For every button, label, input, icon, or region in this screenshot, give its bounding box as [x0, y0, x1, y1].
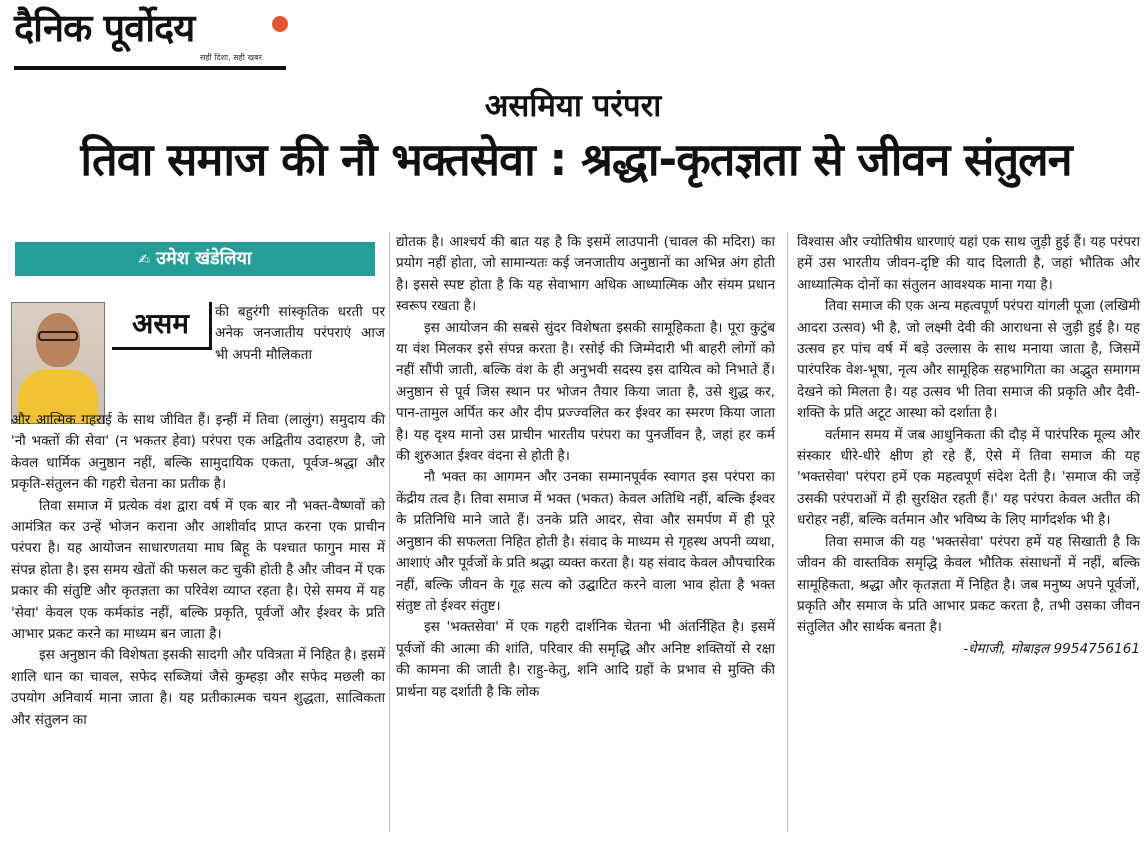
- paragraph: तिवा समाज की एक अन्य महत्वपूर्ण परंपरा यांगली पूजा (लखिमी आदरा उत्सव) भी है, जो लक्ष्मी देवी की आराधना से जुड़ी हुई है। यह उत्सव हर पांच वर्ष में बड़े उल्लास के साथ मनाया जाता है, जिसमें पारंपरिक वेश-भूषा, नृत्य और सामूहिक सहभागिता का अद्भुत समागम देखने को मिलता है। यह उत्सव भी तिवा समाज की प्रकृति और दैवी-शक्ति के प्रति अटूट आस्था को दर्शाता है।: [797, 298, 1140, 422]
- column-2: [396, 232, 775, 703]
- paragraph: नौ भक्त का आगमन और उनका सम्मानपूर्वक स्वागत इस परंपरा का केंद्रीय तत्व है। तिवा समाज में भक्त (भकत) केवल अतिथि नहीं, बल्कि ईश्वर के प्रतिनिधि माने जाते हैं। उनके प्रति आदर, सेवा और समर्पण में ही पूरे अनुष्ठान की सफलता निहित होती है। संवाद के माध्यम से गृहस्थ अपनी व्यथा, आशाएं और पूर्वजों के प्रति श्रद्धा व्यक्त करता है। यह संवाद केवल औपचारिक नहीं, बल्कि जीवन के गूढ़ सत्य को उद्घाटित करने वाला भाव होता है भक्त संतुष्ट तो ईश्वर संतुष्ट।: [396, 469, 775, 614]
- article-kicker: असमिया परंपरा: [484, 88, 662, 124]
- newspaper-tagline: सही दिशा, सही खबर: [200, 53, 262, 62]
- logo-dot-icon: [272, 16, 288, 32]
- paragraph: इस अनुष्ठान की विशेषता इसकी सादगी और पवित्रता में निहित है। इसमें शालि धान का चावल, सफेद सब्जियां जैसे कुम्हड़ा और सफेद मछली का उपयोग अनिवार्य माना जाता है। यह प्रतीकात्मक चयन शुद्धता, सात्विकता और संतुलन का: [11, 647, 385, 728]
- author-photo: [11, 302, 105, 424]
- paragraph: विश्वास और ज्योतिषीय धारणाएं यहां एक साथ जुड़ी हुई हैं। यह परंपरा हमें उस भारतीय जीवन-दृष्टि की याद दिलाती है, जहां भौतिक और आध्यात्मिक दोनों का संतुलन आवश्यक माना गया है।: [797, 234, 1140, 293]
- paragraph: तिवा समाज की यह 'भक्तसेवा' परंपरा हमें यह सिखाती है कि जीवन की वास्तविक समृद्धि केवल भौतिक संसाधनों में नहीं, बल्कि सामूहिकता, श्रद्धा और कृतज्ञता में निहित है। जब मनुष्य अपने पूर्वजों, प्रकृति और समाज के प्रति आभार प्रकट करता है, तभी उसका जीवन संतुलित और सार्थक बनता है।: [797, 533, 1140, 636]
- masthead: [14, 6, 286, 74]
- lead-wrap-text: [215, 302, 385, 366]
- pen-icon: ✍: [138, 252, 151, 268]
- author-name: उमेश खंडेलिया: [156, 248, 252, 269]
- column-1: [11, 410, 385, 731]
- author-signature: -धेमाजी, मोबाइल 9954756161: [963, 640, 1140, 657]
- photo-glasses: [38, 331, 78, 341]
- article-headline: तिवा समाज की नौ भक्तसेवा : श्रद्धा-कृतज्ञता से जीवन संतुलन: [80, 133, 1072, 186]
- newspaper-logo: दैनिक पूर्वोदय: [14, 6, 195, 50]
- lead-paragraph: और आत्मिक गहराई के साथ जीवित हैं। इन्हीं में तिवा (लालुंग) समुदाय की 'नौ भक्तों की सेवा' (न भकतर हेवा) परंपरा एक अद्वितीय उदाहरण है, जो केवल धार्मिक अनुष्ठान नहीं, बल्कि सामुदायिक एकता, पूर्वज-श्रद्धा और प्रकृति-संतुलन की गहरी चेतना का प्रतीक है।: [11, 412, 385, 493]
- masthead-rule: [14, 66, 286, 70]
- drop-cap: असम: [112, 302, 212, 350]
- column-3: [797, 232, 1140, 660]
- paragraph: तिवा समाज में प्रत्येक वंश द्वारा वर्ष में एक बार नौ भक्त-वैष्णवों को आमंत्रित कर उन्हें भोजन कराना और आशीर्वाद प्राप्त करना एक प्राचीन परंपरा है। यह आयोजन साधारणतया माघ बिहू के पश्चात फागुन मास में संपन्न होता है। इस समय खेतों की फसल कट चुकी होती है और जीवन में एक प्रकार की संतुष्टि और कृतज्ञता का परिवेश व्याप्त रहता है। ऐसे समय में यह 'सेवा' केवल एक कर्मकांड नहीं, बल्कि प्रकृति, पूर्वजों और ईश्वर के प्रति आभार प्रकट करने का माध्यम बन जाता है।: [11, 497, 385, 643]
- author-byline: [15, 242, 375, 276]
- paragraph: वर्तमान समय में जब आधुनिकता की दौड़ में पारंपरिक मूल्य और संस्कार धीरे-धीरे क्षीण हो रहे हैं, ऐसे में तिवा समाज की यह 'भक्तसेवा' परंपरा हमें एक महत्वपूर्ण संदेश देती है। 'समाज की जड़ें उसकी परंपराओं में ही सुरक्षित रहती हैं।' यह परंपरा केवल अतीत की धरोहर नहीं, बल्कि वर्तमान और भविष्य के लिए मार्गदर्शक भी है।: [797, 426, 1140, 529]
- column-divider: [389, 232, 390, 832]
- column-divider: [787, 232, 788, 832]
- paragraph: द्योतक है। आश्चर्य की बात यह है कि इसमें लाउपानी (चावल की मदिरा) का प्रयोग नहीं होता, जो सामान्यतः कई जनजातीय अनुष्ठानों का अभिन्न अंग होती है। इससे स्पष्ट होता है कि यह सेवाभाग अधिक आध्यात्मिक और संयम प्रधान स्वरूप रखता है।: [396, 234, 775, 315]
- paragraph: इस आयोजन की सबसे सुंदर विशेषता इसकी सामूहिकता है। पूरा कुटुंब या वंश मिलकर इसे संपन्न करता है। रसोई की जिम्मेदारी भी बाहरी लोगों को नहीं सौंपी जाती, बल्कि वंश के ही अनुभवी सदस्य इस दायित्व को निभाते हैं। अनुष्ठान से पूर्व जिस स्थान पर भोजन तैयार किया जाता है, उसे शुद्ध कर, पान-तामुल अर्पित कर और दीप प्रज्ज्वलित कर ईश्वर का स्मरण किया जाता है। यह दृश्य मानो उस प्राचीन भारतीय परंपरा का पुनर्जीवन है, जहां हर कर्म की शुरुआत ईश्वर वंदना से होती है।: [396, 319, 775, 465]
- lead-wrap-paragraph: की बहुरंगी सांस्कृतिक धरती पर अनेक जनजातीय परंपराएं आज भी अपनी मौलिकता: [215, 304, 385, 363]
- paragraph: इस 'भक्तसेवा' में एक गहरी दार्शनिक चेतना भी अंतर्निहित है। इसमें पूर्वजों की आत्मा की शांति, परिवार की समृद्धि और अनिष्ट शक्तियों से रक्षा की कामना की जाती है। राहु-केतु, शनि आदि ग्रहों के प्रभाव से मुक्ति की प्रार्थना यह दर्शाती है कि लोक: [396, 619, 775, 700]
